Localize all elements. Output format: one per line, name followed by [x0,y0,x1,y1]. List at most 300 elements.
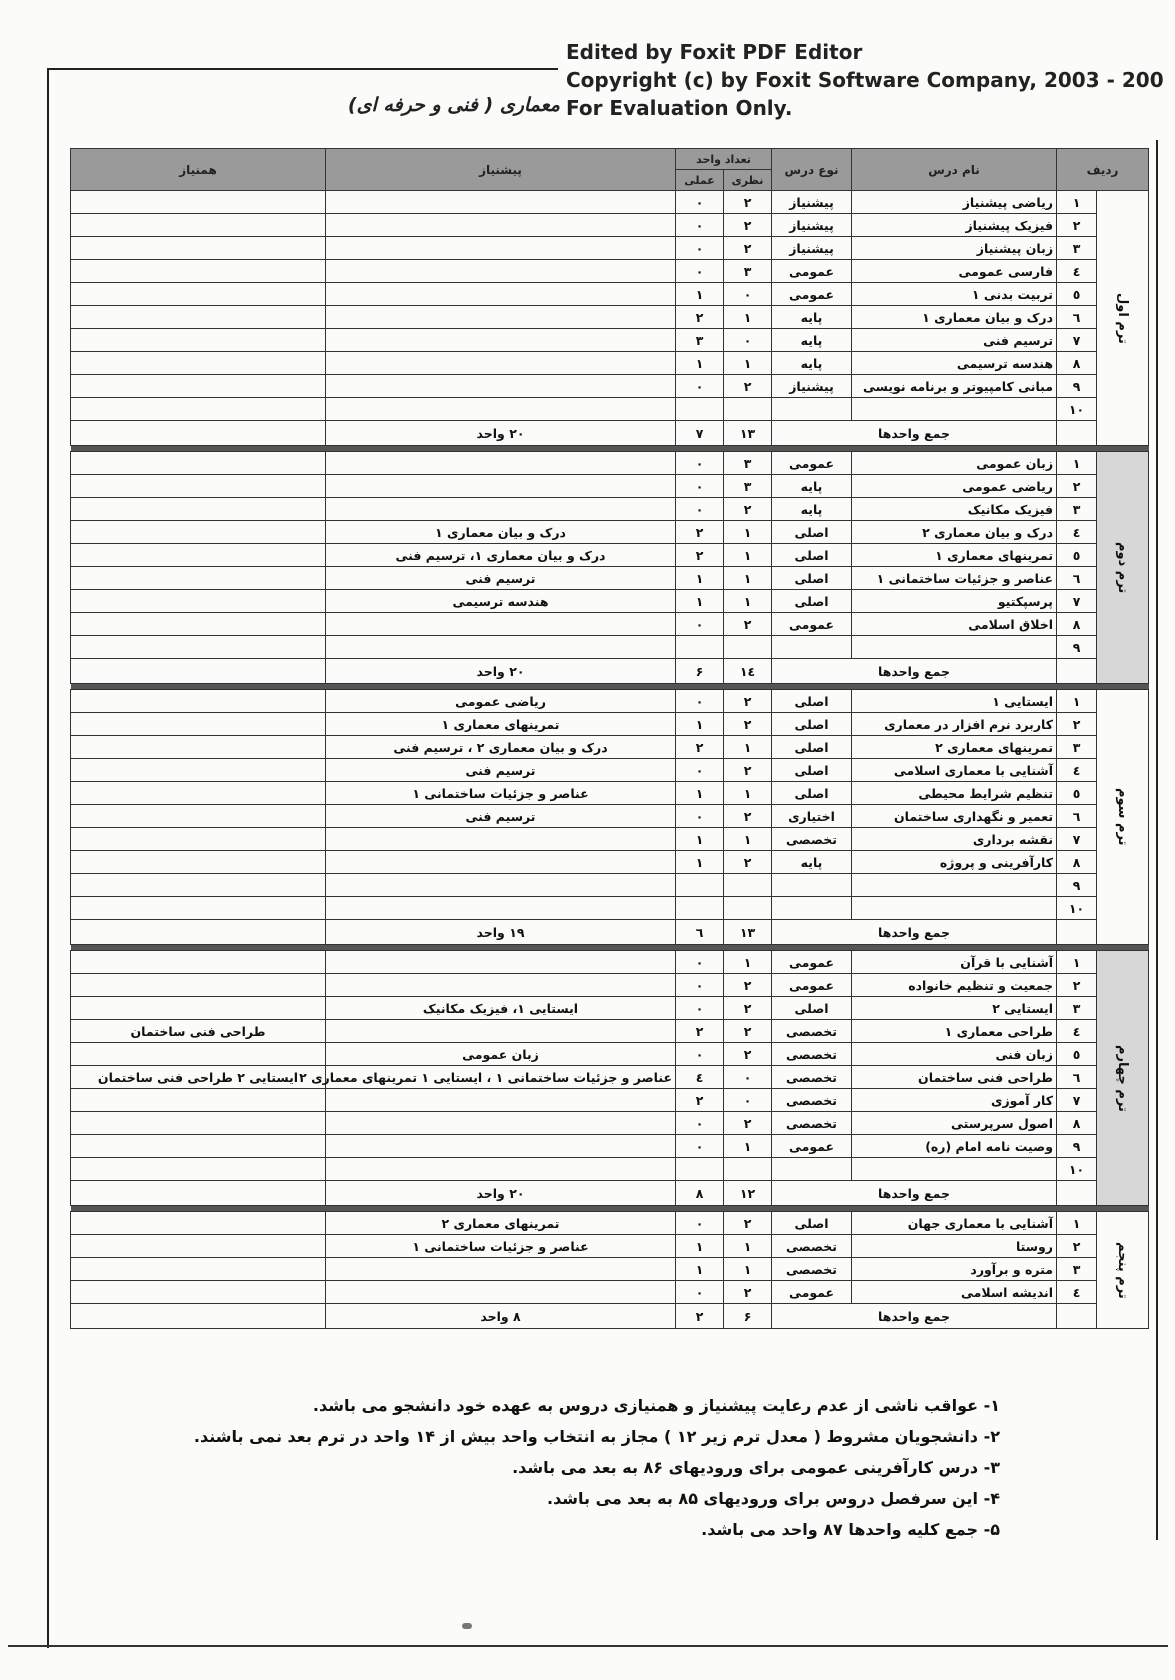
corequisite-cell [71,782,326,805]
course-name-cell: تمرینهای معماری ۲ [852,736,1057,759]
course-name-cell: تمرینهای معماری ۱ [852,544,1057,567]
table-row [71,613,1149,636]
corequisite-cell [71,214,326,237]
table-row [71,1158,1149,1181]
table-row [71,805,1149,828]
practical-units-cell: ۱ [676,283,724,306]
theory-units-cell: ۱ [724,1235,772,1258]
course-type-cell [772,636,852,659]
term-label: ترم دوم [1097,452,1149,684]
table-row [71,498,1149,521]
theory-units-cell [724,897,772,920]
header-course-type: نوع درس [772,149,852,191]
total-practical-cell: ۷ [676,421,724,446]
theory-units-cell: ۲ [724,997,772,1020]
watermark-line-1: Edited by Foxit PDF Editor [566,40,863,64]
theory-units-cell: ۲ [724,805,772,828]
total-spacer-cell [1057,421,1097,446]
theory-units-cell: ۱ [724,521,772,544]
practical-units-cell: ۰ [676,1112,724,1135]
note-2: ۲- دانشجویان مشروط ( معدل ترم زیر ۱۲ ) مجاز به انتخاب واحد بیش از ۱۴ واحد در ترم بعد نمی باشند. [193,1427,1000,1446]
table-row [71,713,1149,736]
course-type-cell: عمومی [772,974,852,997]
table-row [71,260,1149,283]
course-name-cell: ایستایی ۲ [852,997,1057,1020]
theory-units-cell: ۲ [724,690,772,713]
corequisite-cell [71,1235,326,1258]
course-name-cell: زبان پیشنیاز [852,237,1057,260]
table-header-row [71,149,1149,170]
row-number-cell: ۹ [1057,1135,1097,1158]
practical-units-cell: ۱ [676,782,724,805]
foxit-watermark [566,38,1175,122]
table-row [71,897,1149,920]
course-name-cell: روستا [852,1235,1057,1258]
course-type-cell: پایه [772,352,852,375]
term-label: ترم پنجم [1097,1212,1149,1329]
table-row [71,1212,1149,1235]
total-empty-cell [71,659,326,684]
table-row [71,974,1149,997]
row-number-cell: ٦ [1057,567,1097,590]
row-number-cell: ۱ [1057,452,1097,475]
course-type-cell: تخصصی [772,1089,852,1112]
practical-units-cell [676,398,724,421]
total-theory-cell: ۱۲ [724,1181,772,1206]
corequisite-cell [71,191,326,214]
row-number-cell: ۹ [1057,375,1097,398]
practical-units-cell: ۲ [676,521,724,544]
frame-bottom-line [8,1645,1168,1647]
corequisite-cell [71,352,326,375]
row-number-cell: ۸ [1057,352,1097,375]
prerequisite-cell [326,828,676,851]
watermark-line-2: Copyright (c) by Foxit Software Company, 2003 - 200 [566,68,1164,92]
row-number-cell: ٤ [1057,1020,1097,1043]
row-number-cell: ۷ [1057,1089,1097,1112]
row-number-cell: ٥ [1057,782,1097,805]
prerequisite-cell [326,874,676,897]
total-spacer-cell [1057,1304,1097,1329]
term-label: ترم اول [1097,191,1149,446]
corequisite-cell [71,613,326,636]
course-name-cell: زبان فنی [852,1043,1057,1066]
prerequisite-cell: زبان عمومی [326,1043,676,1066]
row-number-cell: ۱ [1057,951,1097,974]
course-type-cell: پیشنیاز [772,237,852,260]
header-course-name: نام درس [852,149,1057,191]
row-number-cell: ۱ [1057,191,1097,214]
prerequisite-cell [326,1020,676,1043]
table-row [71,544,1149,567]
total-theory-cell: ۱٤ [724,659,772,684]
prerequisite-cell [326,636,676,659]
corequisite-cell [71,759,326,782]
table-row [71,690,1149,713]
table-row [71,759,1149,782]
course-type-cell [772,897,852,920]
total-spacer-cell [1057,1181,1097,1206]
row-number-cell: ۹ [1057,636,1097,659]
course-name-cell: فارسی عمومی [852,260,1057,283]
theory-units-cell: ۲ [724,1112,772,1135]
theory-units-cell: ۲ [724,1020,772,1043]
watermark-line-3: For Evaluation Only. [566,96,793,120]
note-4: ۴- این سرفصل دروس برای ورودیهای ۸۵ به بعد می باشد. [546,1489,1000,1508]
corequisite-cell [71,260,326,283]
course-name-cell: مبانی کامپیوتر و برنامه نویسی [852,375,1057,398]
course-type-cell: تخصصی [772,1066,852,1089]
course-name-cell: اخلاق اسلامی [852,613,1057,636]
theory-units-cell [724,874,772,897]
table-row [71,398,1149,421]
practical-units-cell: ۰ [676,759,724,782]
prerequisite-cell: ریاضی عمومی [326,690,676,713]
prerequisite-cell [326,1281,676,1304]
table-row [71,329,1149,352]
theory-units-cell: ۰ [724,1066,772,1089]
prerequisite-cell [326,306,676,329]
total-theory-cell: ۱۳ [724,421,772,446]
course-name-cell [852,897,1057,920]
practical-units-cell: ۱ [676,567,724,590]
table-row [71,828,1149,851]
corequisite-cell [71,851,326,874]
course-type-cell: اصلی [772,690,852,713]
table-row [71,1258,1149,1281]
course-name-cell [852,1158,1057,1181]
theory-units-cell: ۲ [724,974,772,997]
page-title: معماری ( فنی و حرفه ای) [347,94,560,116]
theory-units-cell: ۱ [724,1135,772,1158]
course-name-cell: تعمیر و نگهداری ساختمان [852,805,1057,828]
corequisite-cell [71,329,326,352]
prerequisite-cell: ایستایی ۱، فیزیک مکانیک [326,997,676,1020]
row-number-cell: ۸ [1057,851,1097,874]
header-units: تعداد واحد [676,149,772,170]
practical-units-cell: ۰ [676,951,724,974]
term-total-row [71,1304,1149,1329]
theory-units-cell: ۱ [724,544,772,567]
corequisite-cell [71,1135,326,1158]
course-type-cell: اصلی [772,1212,852,1235]
theory-units-cell: ۱ [724,352,772,375]
note-5: ۵- جمع کلیه واحدها ۸۷ واحد می باشد. [701,1520,1000,1539]
prerequisite-cell [326,1135,676,1158]
theory-units-cell: ۱ [724,782,772,805]
practical-units-cell: ۰ [676,1043,724,1066]
theory-units-cell: ۱ [724,828,772,851]
total-units-cell: ۱۹ واحد [326,920,676,945]
course-name-cell [852,398,1057,421]
prerequisite-cell: عناصر و جزئیات ساختمانی ۱ ، ایستایی ۱ تمرینهای معماری ۲ [326,1066,676,1089]
corequisite-cell [71,997,326,1020]
theory-units-cell: ۲ [724,214,772,237]
total-units-cell: ۲۰ واحد [326,659,676,684]
row-number-cell: ۳ [1057,498,1097,521]
total-label-cell: جمع واحدها [772,1181,1057,1206]
prerequisite-cell: تمرینهای معماری ۱ [326,713,676,736]
row-number-cell: ۷ [1057,329,1097,352]
course-type-cell: عمومی [772,1281,852,1304]
row-number-cell: ۱ [1057,690,1097,713]
row-number-cell: ۳ [1057,736,1097,759]
course-type-cell: تخصصی [772,1020,852,1043]
table-row [71,306,1149,329]
course-type-cell: عمومی [772,452,852,475]
corequisite-cell [71,283,326,306]
practical-units-cell: ۰ [676,974,724,997]
term-label: ترم سوم [1097,690,1149,945]
prerequisite-cell [326,974,676,997]
row-number-cell: ۳ [1057,1258,1097,1281]
total-practical-cell: ۸ [676,1181,724,1206]
table-row [71,851,1149,874]
course-name-cell: آشنایی با معماری اسلامی [852,759,1057,782]
table-row [71,214,1149,237]
header-theory: نظری [724,170,772,191]
course-name-cell: ریاضی عمومی [852,475,1057,498]
practical-units-cell [676,636,724,659]
practical-units-cell: ۰ [676,260,724,283]
course-type-cell: اصلی [772,759,852,782]
practical-units-cell: ۰ [676,690,724,713]
course-type-cell: عمومی [772,283,852,306]
total-spacer-cell [1057,920,1097,945]
practical-units-cell: ۱ [676,828,724,851]
corequisite-cell [71,974,326,997]
row-number-cell: ۱ [1057,1212,1097,1235]
row-number-cell: ٤ [1057,260,1097,283]
corequisite-cell [71,475,326,498]
theory-units-cell: ۳ [724,475,772,498]
corequisite-cell [71,1281,326,1304]
total-spacer-cell [1057,659,1097,684]
practical-units-cell: ۰ [676,214,724,237]
row-number-cell: ٥ [1057,283,1097,306]
prerequisite-cell [326,237,676,260]
course-type-cell: عمومی [772,951,852,974]
practical-units-cell: ۱ [676,1235,724,1258]
corequisite-cell [71,1158,326,1181]
total-theory-cell: ۶ [724,1304,772,1329]
row-number-cell: ٤ [1057,759,1097,782]
table-row [71,1066,1149,1089]
prerequisite-cell [326,475,676,498]
corequisite-cell [71,498,326,521]
header-prerequisite: پیشنیاز [326,149,676,191]
row-number-cell: ۳ [1057,237,1097,260]
prerequisite-cell [326,613,676,636]
notes-section [150,1390,1000,1545]
table-row [71,590,1149,613]
practical-units-cell: ۱ [676,851,724,874]
frame-right-line [1156,140,1158,1540]
practical-units-cell: ۰ [676,191,724,214]
course-type-cell: تخصصی [772,1112,852,1135]
table-row [71,1043,1149,1066]
prerequisite-cell: عناصر و جزئیات ساختمانی ۱ [326,1235,676,1258]
prerequisite-cell: درک و بیان معماری ۲ ، ترسیم فنی [326,736,676,759]
table-row [71,452,1149,475]
note-3: ۳- درس کارآفرینی عمومی برای ورودیهای ۸۶ به بعد می باشد. [512,1458,1000,1477]
row-number-cell: ۲ [1057,475,1097,498]
total-label-cell: جمع واحدها [772,1304,1057,1329]
corequisite-cell [71,544,326,567]
prerequisite-cell: درک و بیان معماری ۱، ترسیم فنی [326,544,676,567]
total-practical-cell: ٦ [676,920,724,945]
theory-units-cell: ۲ [724,1212,772,1235]
course-name-cell: کار آموزی [852,1089,1057,1112]
practical-units-cell: ۲ [676,1020,724,1043]
corequisite-cell [71,874,326,897]
theory-units-cell: ۲ [724,759,772,782]
row-number-cell: ۲ [1057,713,1097,736]
row-number-cell: ٥ [1057,544,1097,567]
theory-units-cell [724,398,772,421]
theory-units-cell: ۲ [724,498,772,521]
course-name-cell: آشنایی با معماری جهان [852,1212,1057,1235]
practical-units-cell: ۲ [676,306,724,329]
course-name-cell: اصول سرپرستی [852,1112,1057,1135]
row-number-cell: ۱۰ [1057,897,1097,920]
total-empty-cell [71,1304,326,1329]
course-name-cell: وصیت نامه امام (ره) [852,1135,1057,1158]
course-type-cell: عمومی [772,613,852,636]
row-number-cell: ۱۰ [1057,1158,1097,1181]
course-type-cell [772,874,852,897]
row-number-cell: ۸ [1057,1112,1097,1135]
course-name-cell: ترسیم فنی [852,329,1057,352]
theory-units-cell: ۲ [724,1281,772,1304]
theory-units-cell: ۰ [724,283,772,306]
course-name-cell: ایستایی ۱ [852,690,1057,713]
course-type-cell: پایه [772,306,852,329]
term-total-row [71,1181,1149,1206]
course-type-cell: اصلی [772,713,852,736]
practical-units-cell: ٤ [676,1066,724,1089]
theory-units-cell: ۳ [724,452,772,475]
course-type-cell: پایه [772,498,852,521]
practical-units-cell: ۱ [676,352,724,375]
theory-units-cell: ۱ [724,567,772,590]
row-number-cell: ٤ [1057,521,1097,544]
practical-units-cell [676,897,724,920]
practical-units-cell: ۰ [676,1281,724,1304]
practical-units-cell: ۰ [676,452,724,475]
prerequisite-cell: ترسیم فنی [326,805,676,828]
theory-units-cell [724,636,772,659]
corequisite-cell [71,567,326,590]
term-total-row [71,920,1149,945]
corequisite-cell [71,375,326,398]
header-practical: عملی [676,170,724,191]
prerequisite-cell [326,1158,676,1181]
total-units-cell: ۲۰ واحد [326,421,676,446]
practical-units-cell: ۲ [676,736,724,759]
total-empty-cell [71,1181,326,1206]
corequisite-cell [71,805,326,828]
term-total-row [71,421,1149,446]
table-row [71,951,1149,974]
table-row [71,1089,1149,1112]
frame-left-line [47,68,49,1648]
course-type-cell: اختیاری [772,805,852,828]
theory-units-cell: ۰ [724,1089,772,1112]
course-type-cell: اصلی [772,997,852,1020]
total-theory-cell: ۱۳ [724,920,772,945]
total-empty-cell [71,920,326,945]
course-name-cell: فیزیک پیشنیاز [852,214,1057,237]
prerequisite-cell [326,283,676,306]
corequisite-cell [71,237,326,260]
practical-units-cell [676,1158,724,1181]
table-row [71,283,1149,306]
row-number-cell: ۲ [1057,1235,1097,1258]
theory-units-cell: ۲ [724,1043,772,1066]
course-name-cell: درک و بیان معماری ۲ [852,521,1057,544]
course-name-cell: اندیشه اسلامی [852,1281,1057,1304]
row-number-cell: ٥ [1057,1043,1097,1066]
practical-units-cell: ۰ [676,375,724,398]
prerequisite-cell [326,260,676,283]
practical-units-cell: ۳ [676,329,724,352]
corequisite-cell: طراحی فنی ساختمان [71,1020,326,1043]
course-type-cell: تخصصی [772,1043,852,1066]
theory-units-cell: ۲ [724,613,772,636]
corequisite-cell [71,1089,326,1112]
practical-units-cell: ۰ [676,613,724,636]
table-row [71,1020,1149,1043]
header-corequisite: همنیاز [71,149,326,191]
prerequisite-cell: هندسه ترسیمی [326,590,676,613]
theory-units-cell: ۱ [724,951,772,974]
course-type-cell: پایه [772,475,852,498]
course-name-cell: درک و بیان معماری ۱ [852,306,1057,329]
prerequisite-cell: ترسیم فنی [326,759,676,782]
row-number-cell: ۹ [1057,874,1097,897]
course-type-cell: اصلی [772,521,852,544]
practical-units-cell [676,874,724,897]
practical-units-cell: ۰ [676,498,724,521]
prerequisite-cell [326,398,676,421]
corequisite-cell [71,690,326,713]
course-name-cell: ریاضی پیشنیاز [852,191,1057,214]
total-units-cell: ۸ واحد [326,1304,676,1329]
total-practical-cell: ۲ [676,1304,724,1329]
corequisite-cell [71,1112,326,1135]
total-empty-cell [71,421,326,446]
course-type-cell [772,1158,852,1181]
table-row [71,782,1149,805]
prerequisite-cell [326,897,676,920]
corequisite-cell [71,1258,326,1281]
corequisite-cell [71,1212,326,1235]
practical-units-cell: ۱ [676,713,724,736]
prerequisite-cell: ترسیم فنی [326,567,676,590]
course-type-cell: اصلی [772,567,852,590]
prerequisite-cell [326,191,676,214]
theory-units-cell [724,1158,772,1181]
course-name-cell [852,874,1057,897]
theory-units-cell: ۱ [724,590,772,613]
theory-units-cell: ۱ [724,306,772,329]
prerequisite-cell [326,1112,676,1135]
course-name-cell: زبان عمومی [852,452,1057,475]
prerequisite-cell [326,375,676,398]
course-name-cell: کاربرد نرم افزار در معماری [852,713,1057,736]
prerequisite-cell [326,851,676,874]
